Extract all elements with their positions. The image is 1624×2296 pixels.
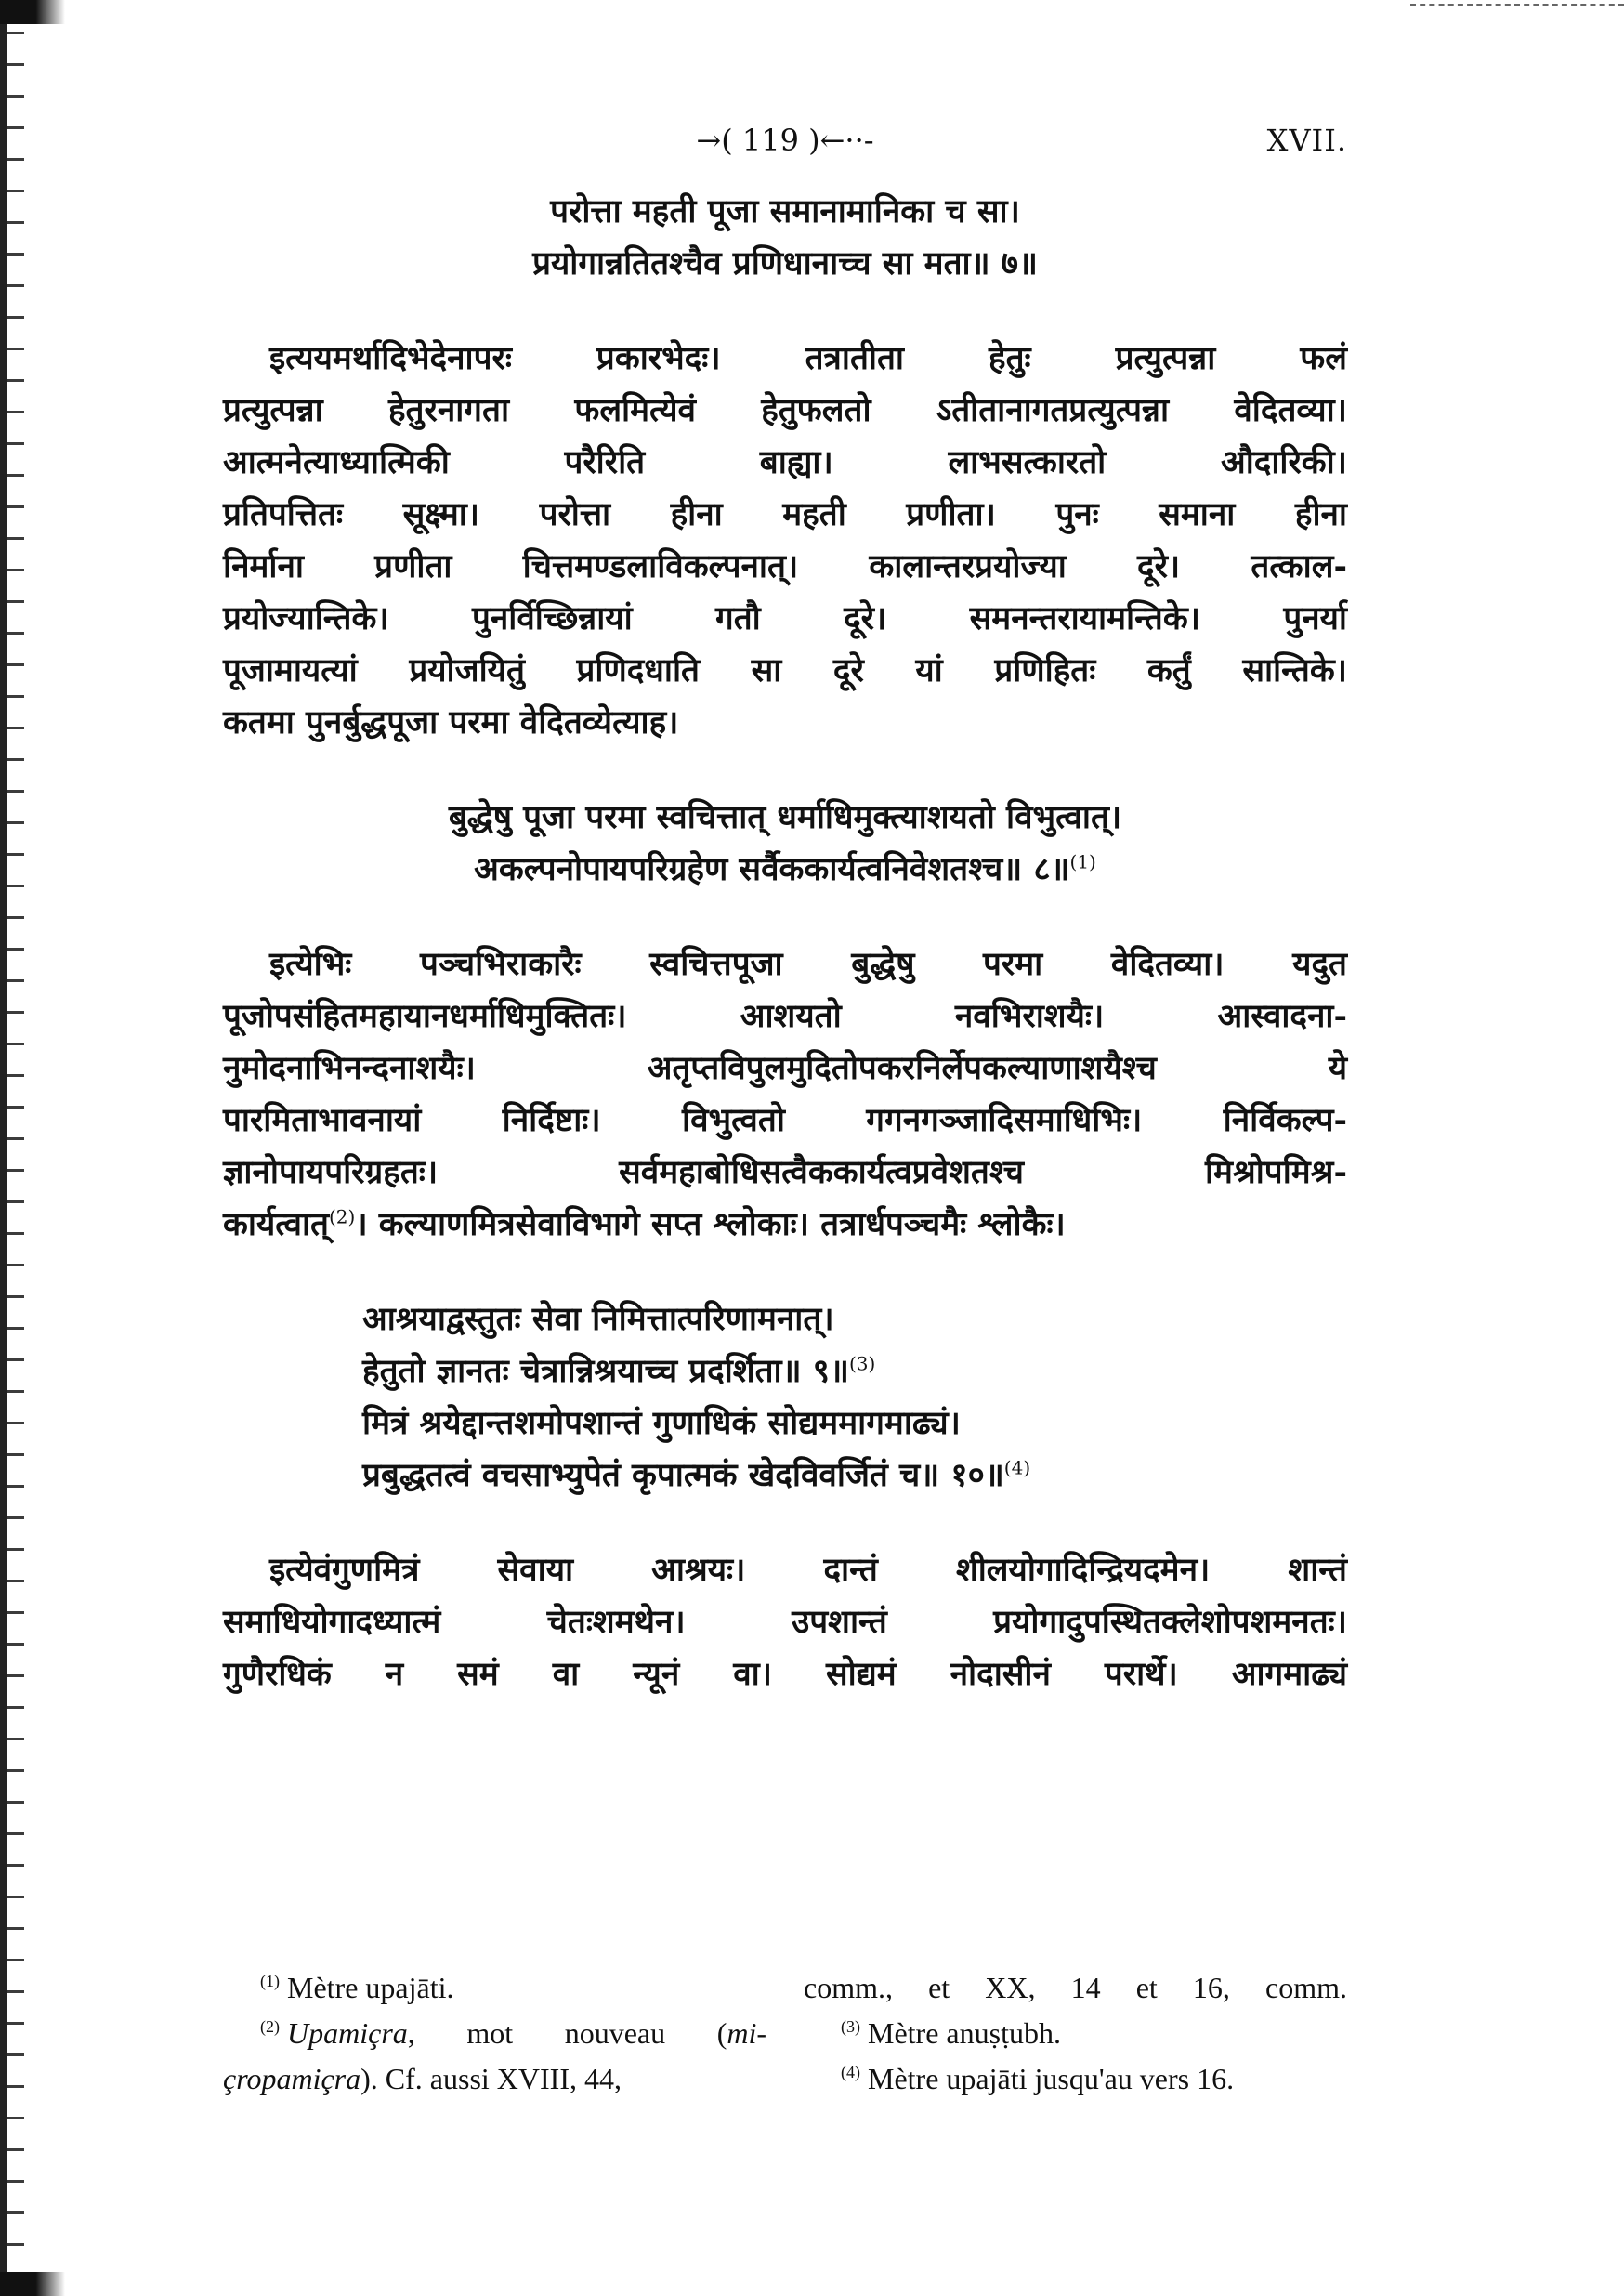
verse-text: अकल्पनोपायपरिग्रहेण सर्वैककार्यत्वनिवेशतश्च॥ ८॥ (474, 850, 1070, 888)
prose-line: आत्मनेत्याध्यात्मिकी परैरिति बाह्या। लाभसत्कारतो औदारिकी। (223, 443, 1347, 481)
footnote-2-continued (223, 2056, 766, 2102)
footnote-text: , mot nouveau ( (407, 2016, 727, 2050)
prose-line: प्रयोज्यान्तिके। पुनर्विच्छिन्नायां गतौ दूरे। समनन्तरायामन्तिके। पुनर्या (223, 599, 1347, 637)
footnote-text: Mètre upajāti. (287, 1971, 454, 2004)
prose-line: प्रत्युत्पन्ना हेतुरनागता फलमित्येवं हेतुफलतो ऽतीतानागतप्रत्युत्पन्ना वेदितव्या। (223, 391, 1347, 429)
prose-text: । कल्याणमित्रसेवाविभागे सप्त श्लोकाः। तत्रार्धपञ्चमैः श्लोकैः। (355, 1205, 1066, 1243)
verse-line (362, 1345, 1347, 1397)
verse-text: प्रबुद्धतत्वं वचसाभ्युपेतं कृपात्मकं खेदविवर्जितं च॥ १०॥ (362, 1456, 1004, 1494)
verses-9-10 (223, 1293, 1347, 1502)
prose-line: इत्येभिः पञ्चभिराकारैः स्वचित्तपूजा बुद्धेषु परमा वेदितव्या। यदुत (269, 945, 1347, 983)
footnote-text: Mètre anuṣṭubh. (868, 2016, 1061, 2050)
prose-line: ज्ञानोपायपरिग्रहतः। सर्वमहाबोधिसत्वैककार्यत्वप्रवेशतश्च मिश्रोपमिश्र- (223, 1153, 1347, 1191)
prose-line: गुणैरधिकं न समं वा न्यूनं वा। सोद्यमं नोदासीनं परार्थे। आगमाढ्यं (223, 1655, 1347, 1693)
spacer (223, 1502, 1347, 1544)
prose-line: कतमा पुनर्बुद्धपूजा परमा वेदितव्येत्याह। (223, 703, 679, 741)
prose-line: प्रतिपत्तितः सूक्ष्मा। परोत्ता हीना महती प्रणीता। पुनः समाना हीना (223, 495, 1347, 533)
spacer (223, 896, 1347, 938)
page-body (223, 186, 1347, 1700)
verse-line: प्रयोगान्नतितश्चैव प्रणिधानाच्च सा मता॥ ७॥ (532, 244, 1038, 282)
prose-text: कार्यत्वात् (223, 1205, 329, 1243)
verse-line: बुद्धेषु पूजा परमा स्वचित्तात् धर्माधिमुक्त्याशयतो विभुत्वात्। (448, 798, 1122, 836)
spine-cap-top (0, 0, 65, 24)
footnote-ref: (1) (1069, 850, 1096, 873)
verse-line: परोत्ता महती पूजा समानामानिका च सा। (550, 192, 1020, 230)
spine-cap-bottom (0, 2272, 65, 2296)
footnote-mark: (3) (841, 2017, 860, 2037)
footnote-ref: (4) (1003, 1456, 1031, 1479)
verse-line: आश्रयाद्वस्तुतः सेवा निमित्तात्परिणामनात्। (362, 1300, 834, 1338)
prose-line: पूजोपसंहितमहायानधर्माधिमुक्तितः। आशयतो नवभिराशयैः। आस्वादना- (223, 997, 1347, 1035)
corner-rule (1410, 4, 1624, 7)
footnote-mark: (1) (260, 1972, 280, 1991)
footnote-ref: (2) (329, 1205, 356, 1228)
prose-line (223, 1199, 1347, 1251)
prose-line: समाधियोगादध्यात्मं चेतःशमथेन। उपशान्तं प्रयोगादुपस्थितक्लेशोपशमनतः। (223, 1603, 1347, 1641)
prose-line: पारमिताभावनायां निर्दिष्टाः। विभुत्वतो गगनगञ्जादिसमाधिभिः। निर्विकल्प- (223, 1101, 1347, 1139)
footnote-text: Mètre upajāti jusqu'au vers 16. (868, 2062, 1235, 2095)
footnotes-right-column (804, 1965, 1347, 2102)
spacer (223, 749, 1347, 792)
verse-7 (223, 186, 1347, 290)
chapter-number: XVII. (1266, 123, 1347, 158)
footnote-text: ). Cf. aussi XVIII, 44, (360, 2062, 622, 2095)
footnote-4 (804, 2056, 1347, 2102)
verse-text: हेतुतो ज्ञानतः चेत्रान्निश्रयाच्च प्रदर्शिता॥ ९॥ (362, 1352, 849, 1390)
spacer (223, 1251, 1347, 1293)
verse-line (223, 844, 1347, 896)
page-header (223, 123, 1347, 169)
footnote-text: mi- (727, 2016, 766, 2050)
prose-line: निर्माना प्रणीता चित्तमण्डलाविकल्पनात्। कालान्तरप्रयोज्या दूरे। तत्काल- (223, 547, 1347, 585)
prose-line: इत्येवंगुणमित्रं सेवाया आश्रयः। दान्तं शीलयोगादिन्द्रियदमेन। शान्तं (269, 1551, 1347, 1589)
footnote-text: çropamiçra (223, 2062, 361, 2095)
footnote-mark: (2) (260, 2017, 280, 2037)
footnote-2-end: comm., et XX, 14 et 16, comm. (804, 1971, 1347, 2004)
footnote-1 (223, 1965, 766, 2011)
footnote-3 (804, 2011, 1347, 2056)
prose-line: इत्ययमर्थादिभेदेनापरः प्रकारभेदः। तत्रातीता हेतुः प्रत्युत्पन्ना फलं (269, 339, 1347, 377)
spacer (223, 290, 1347, 333)
spine-shadow (0, 0, 7, 2296)
footnotes-left-column (223, 1965, 766, 2102)
verse-8 (223, 792, 1347, 896)
footnote-text: Upamiçra (287, 2016, 408, 2050)
footnote-mark: (4) (841, 2063, 860, 2082)
prose-line: नुमोदनाभिनन्दनाशयैः। अतृप्तविपुलमुदितोपकरनिर्लेपकल्याणाशयैश्च ये (223, 1049, 1347, 1087)
commentary-paragraph-2 (223, 938, 1347, 1251)
footnote-2 (223, 2011, 766, 2056)
verse-line (362, 1450, 1347, 1502)
commentary-paragraph-3 (223, 1544, 1347, 1700)
footnote-ref: (3) (848, 1352, 876, 1375)
page-number: →( 119 )←··- (696, 123, 874, 158)
commentary-paragraph-1 (223, 333, 1347, 749)
verse-line: मित्रं श्रयेद्दान्तशमोपशान्तं गुणाधिकं सोद्यममागमाढ्यं। (362, 1404, 961, 1442)
prose-line: पूजामायत्यां प्रयोजयितुं प्रणिदधाति सा दूरे यां प्रणिहितः कर्तुं सान्तिके। (223, 651, 1347, 689)
